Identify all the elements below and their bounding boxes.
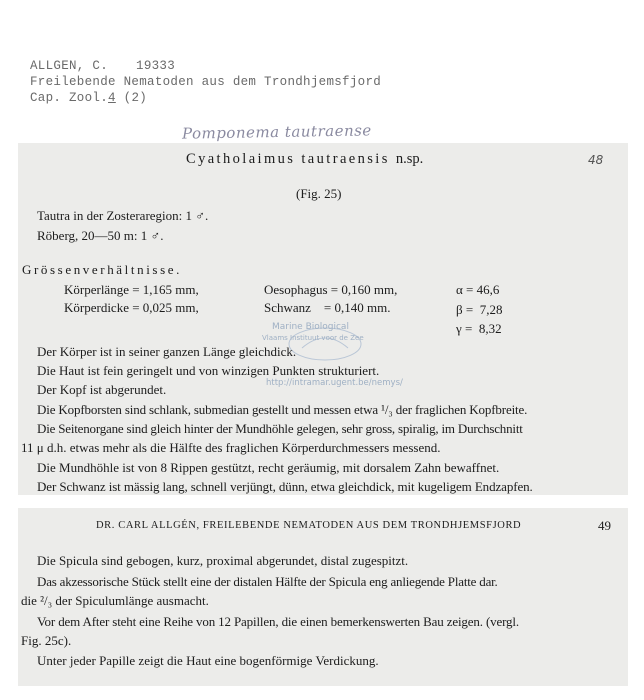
ratio-gamma: γ = 8,32	[456, 321, 502, 336]
reference-title: Freilebende Nematoden aus dem Trondhjemsfjord	[30, 75, 382, 89]
paragraph-4: Die Kopfborsten sind schlank, submedian gestellt und messen etwa ¹/₃ der fraglichen Kopfbreite.	[37, 402, 528, 417]
p49-paragraph-2: Das akzessorische Stück stellt eine der distalen Hälfte der Spicula eng anliegende Platte dar.	[37, 574, 498, 589]
locality-1: Tautra in der Zosteraregion: 1 ♂.	[37, 208, 209, 223]
watermark-line2: Vlaams Instituut voor de Zee	[262, 334, 364, 342]
p49-paragraph-3-continued: Fig. 25c).	[21, 633, 72, 648]
measure-koerperlaenge: Körperlänge = 1,165 mm,	[64, 282, 199, 297]
year: 19333	[136, 59, 176, 73]
page-number-48: 48	[588, 153, 604, 167]
section-heading: Grössenverhältnisse.	[22, 262, 182, 277]
author: ALLGEN, C.	[30, 59, 109, 73]
measure-oesophagus: Oesophagus = 0,160 mm,	[264, 282, 398, 297]
issue: (2)	[123, 91, 148, 105]
figure-reference: (Fig. 25)	[296, 186, 342, 201]
running-header: DR. CARL ALLGÉN, FREILEBENDE NEMATODEN AUS DEM TRONDHJEMSFJORD	[96, 520, 522, 531]
paragraph-5: Die Seitenorgane sind gleich hinter der Mundhöhle gelegen, sehr gross, spiralig, im Durchschnitt	[37, 421, 523, 436]
paragraph-5-continued: 11 μ d.h. etwas mehr als die Hälfte des fraglichen Körperdurchmessers messend.	[21, 440, 441, 455]
page-number-49: 49	[598, 518, 611, 533]
handwritten-label: Pomponema tautraense	[181, 121, 372, 143]
species-title: Cyatholaimus tautraensis n.sp.	[186, 151, 424, 167]
p49-paragraph-3: Vor dem After steht eine Reihe von 12 Papillen, die einen bemerkenswerten Bau zeigen. (vergl.	[37, 614, 519, 629]
volume: 4	[108, 91, 116, 105]
p49-paragraph-2-continued: die ²/₃ der Spiculumlänge ausmacht.	[21, 593, 209, 608]
journal: Cap. Zool.	[30, 91, 109, 105]
watermark-url: http://intramar.ugent.be/nemys/	[266, 378, 403, 388]
paragraph-6: Die Mundhöhle ist von 8 Rippen gestützt, recht geräumig, mit dorsalem Zahn bewaffnet.	[37, 460, 500, 475]
measure-schwanz: Schwanz = 0,140 mm.	[264, 300, 391, 315]
paragraph-2: Die Haut ist fein geringelt und von winzigen Punkten strukturiert.	[37, 363, 380, 378]
reference-block	[30, 58, 381, 106]
paragraph-7: Der Schwanz ist mässig lang, schnell verjüngt, dünn, etwa gleichdick, mit kugeligem Endzapfen.	[37, 479, 533, 494]
ratio-alpha: α = 46,6	[456, 282, 500, 297]
ratio-beta: β = 7,28	[456, 302, 503, 317]
locality-2: Röberg, 20—50 m: 1 ♂.	[37, 228, 164, 243]
watermark-line1: Marine Biological	[272, 322, 349, 332]
p49-paragraph-1: Die Spicula sind gebogen, kurz, proximal abgerundet, distal zugespitzt.	[37, 553, 409, 568]
measure-koerperdicke: Körperdicke = 0,025 mm,	[64, 300, 199, 315]
paragraph-3: Der Kopf ist abgerundet.	[37, 382, 167, 397]
p49-paragraph-4: Unter jeder Papille zeigt die Haut eine bogenförmige Verdickung.	[37, 653, 379, 668]
paragraph-1: Der Körper ist in seiner ganzen Länge gleichdick.	[37, 344, 297, 359]
